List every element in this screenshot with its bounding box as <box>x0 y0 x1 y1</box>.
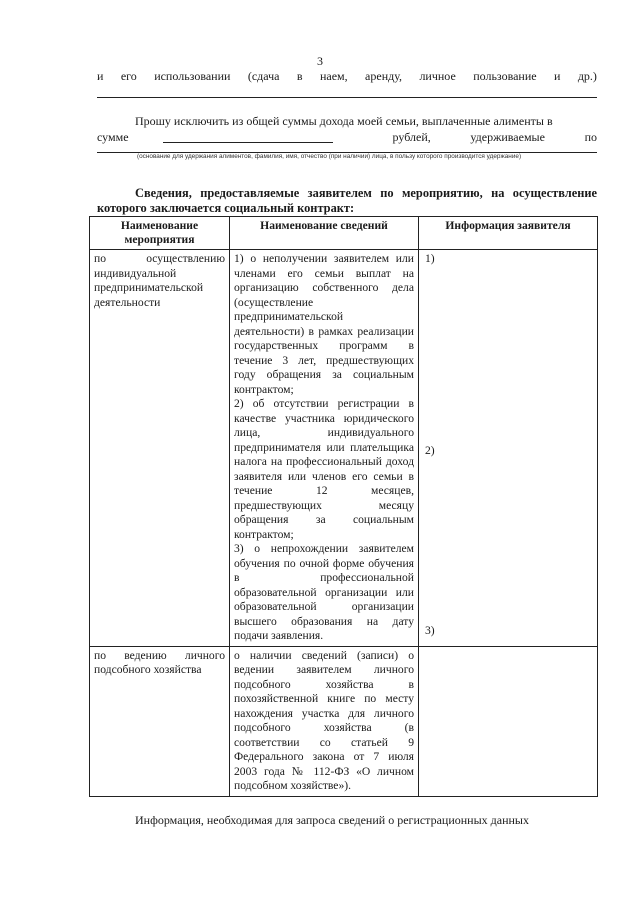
summe-label: сумме <box>97 130 129 144</box>
po-label: по <box>584 130 597 144</box>
applicant-info-cell[interactable] <box>419 250 598 647</box>
continuation-line <box>97 69 597 84</box>
word: его <box>120 69 137 83</box>
info-item: 2) об отсутствии регистрации в качестве участника юридического лица, индивидуального предпринимателя или плательщика налога на профессиональный доход заявителя или членов его семьи в течение 12 месяцев, предшествующих месяцу обращения за социальным контрактом; <box>234 397 414 541</box>
sum-blank-field[interactable] <box>163 132 333 143</box>
event-cell: по осуществлению индивидуальной предпринимательской деятельности <box>90 250 230 647</box>
rubles-label: рублей, <box>392 130 431 144</box>
table-row <box>90 646 598 796</box>
info-item: 3) о непрохождении заявителем обучения по очной форме обучения в профессиональной образовательной организации или образовательной организации высшего образования на дату подачи заявления. <box>234 542 414 642</box>
answer-marker: 1) <box>425 252 435 265</box>
word: и <box>554 69 561 83</box>
header-applicant-info: Информация заявителя <box>419 217 598 250</box>
header-event: Наименование мероприятия <box>90 217 230 250</box>
table-row <box>90 250 598 647</box>
table-header-row <box>90 217 598 250</box>
word: наем, <box>319 69 348 83</box>
fill-line <box>97 97 597 98</box>
bottom-paragraph: Информация, необходимая для запроса сведений о регистрационных данных <box>135 813 529 827</box>
info-item: 1) о неполучении заявителем или членами его семьи выплат на организацию собственного дела (осуществление предпринимательской деятельности) в рамках реализации государственных программ в течение 3 лет, предшествующих году обращения за социальным контрактом; <box>234 252 414 396</box>
word: и <box>97 69 104 83</box>
held-label: удерживаемые <box>470 130 545 144</box>
basis-note: (основание для удержания алиментов, фамилия, имя, отчество (при наличии) лица, в пользу которого производится удержание) <box>137 153 522 160</box>
sum-row-rest <box>393 130 597 145</box>
word: пользование <box>473 69 537 83</box>
word: в <box>296 69 303 83</box>
word: аренду, <box>365 69 403 83</box>
page-number: 3 <box>317 54 323 68</box>
alimony-request-text: Прошу исключить из общей суммы дохода моей семьи, выплаченные алименты в <box>135 114 553 128</box>
applicant-info-cell[interactable] <box>419 646 598 796</box>
answer-marker: 2) <box>425 444 435 457</box>
events-table <box>89 216 598 797</box>
info-name-cell: о наличии сведений (записи) о ведении заявителем личного подсобного хозяйства в похозяйственной книге по месту нахождения участка для личного подсобного хозяйства (в соответствии со статьей 9 Федерального закона от 7 июля 2003 года № 112-ФЗ «О личном подсобном хозяйстве»). <box>230 646 419 796</box>
word: использовании <box>154 69 231 83</box>
answer-marker: 3) <box>425 624 435 637</box>
event-cell: по ведению личного подсобного хозяйства <box>90 646 230 796</box>
word: др.) <box>577 69 597 83</box>
header-info-name: Наименование сведений <box>230 217 419 250</box>
alimony-sum-row <box>97 130 597 145</box>
info-name-cell <box>230 250 419 647</box>
word: личное <box>419 69 456 83</box>
word: (сдача <box>247 69 280 83</box>
section-heading: Сведения, предоставляемые заявителем по мероприятию, на осуществление которого заключается социальный контракт: <box>97 186 597 215</box>
